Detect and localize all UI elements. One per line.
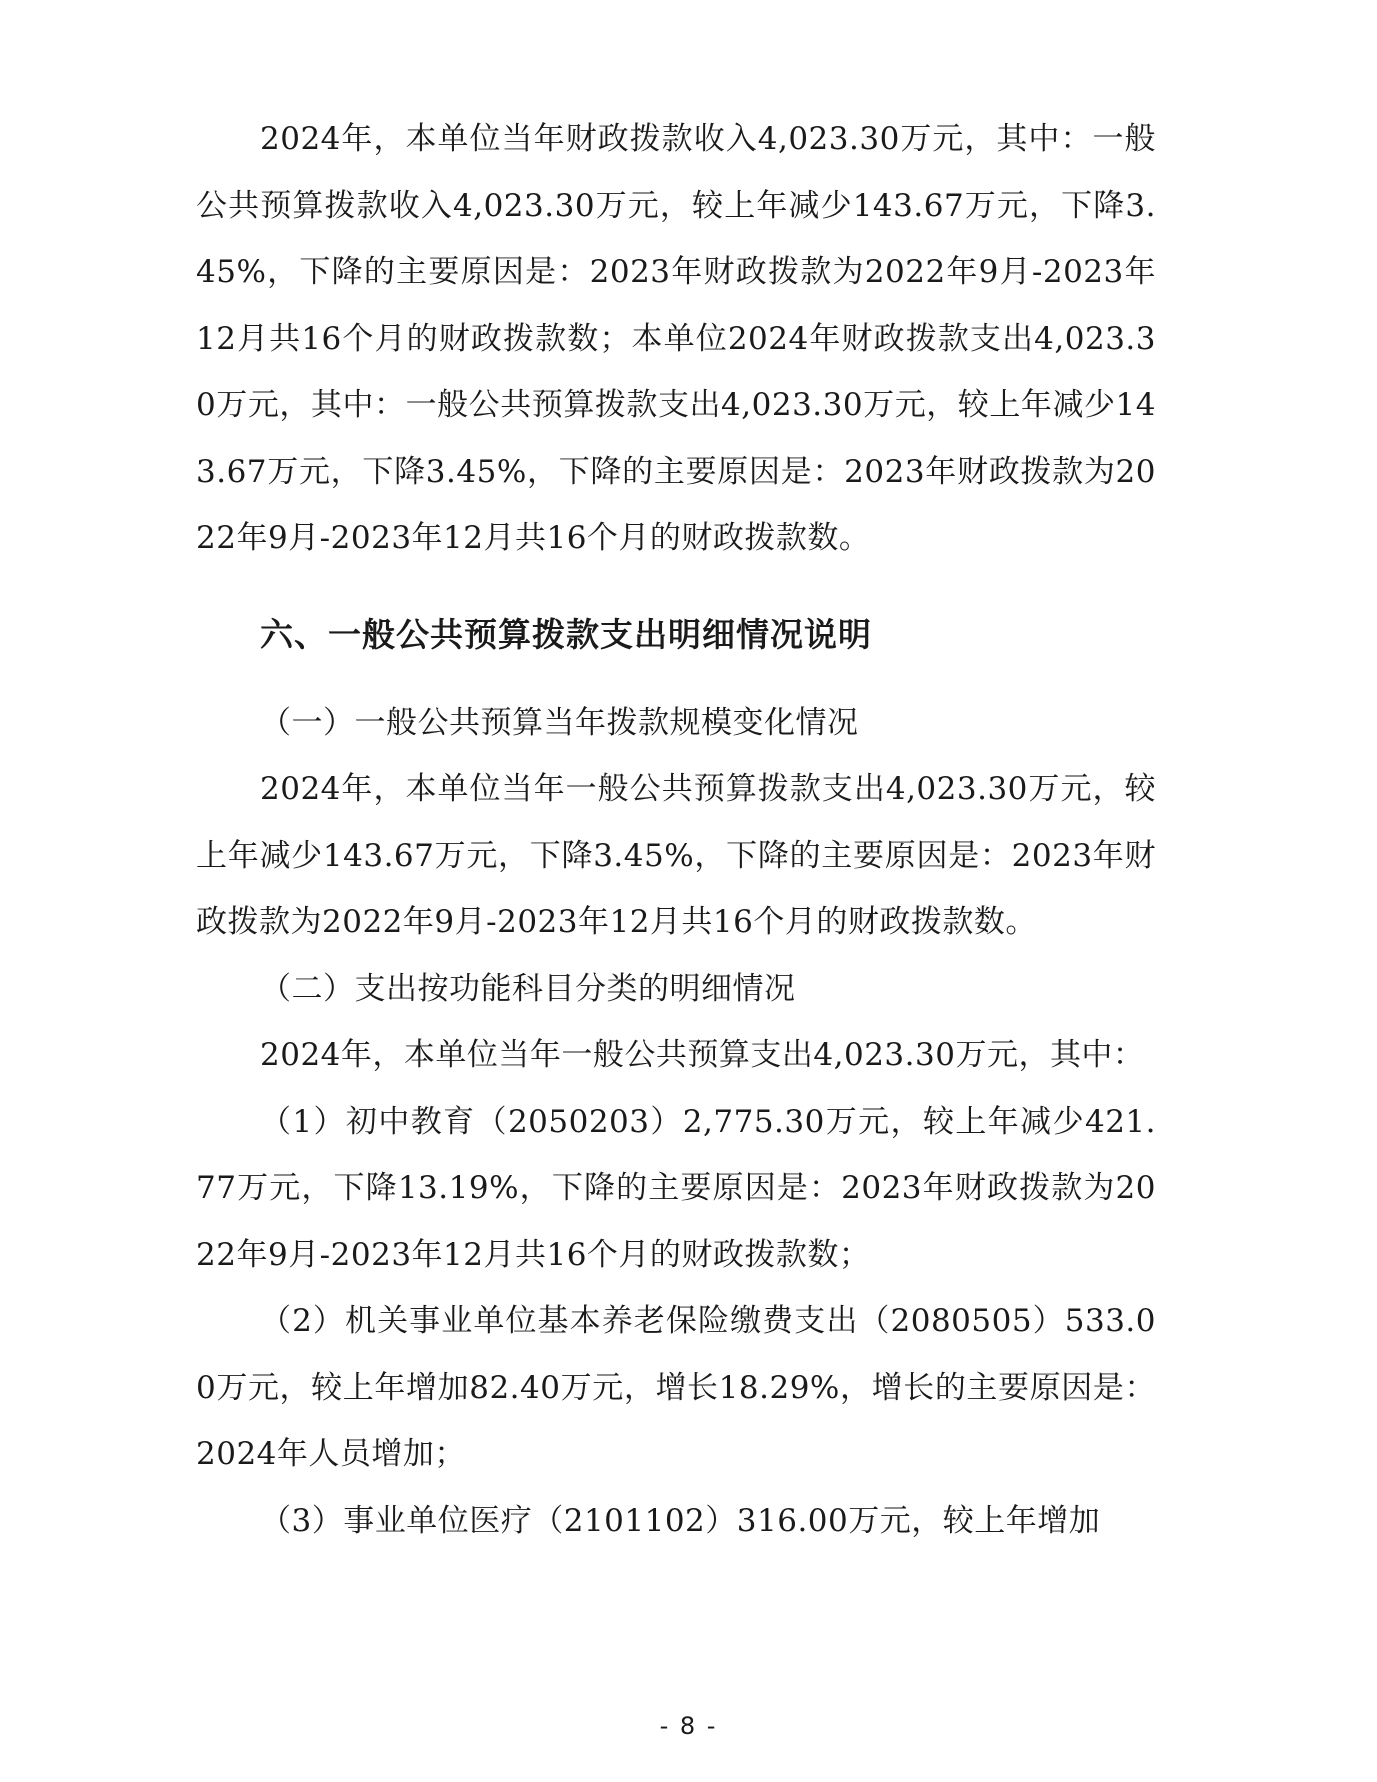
subsection-title-1: （一）一般公共预算当年拨款规模变化情况 [260,704,859,741]
subsection-title-2: （二）支出按功能科目分类的明细情况 [260,970,796,1007]
paragraph-fiscal-income: 2024年，本单位当年财政拨款收入4,023.30万元，其中：一般公共预算拨款收入4,023.30万元，较上年减少143.67万元，下降3.45%，下降的主要原因是：2023年财政拨款为2022年9月-2023年12月共16个月的财政拨款数；本单位2024年财政拨款支出4,023.30万元，其中：一般公共预算拨款支出4,023.30万元，较上年减少143.67万元，下降3.45%，下降的主要原因是：2023年财政拨款为2022年9月-2023年12月共16个月的财政拨款数。 [196,121,1156,556]
list-item-junior-high-education: （1）初中教育（2050203）2,775.30万元，较上年减少421.77万元，下降13.19%，下降的主要原因是：2023年财政拨款为2022年9月-2023年12月共16个月的财政拨款数； [196,1103,1156,1273]
list-item-medical: （3）事业单位医疗（2101102）316.00万元，较上年增加 [260,1502,1101,1539]
paragraph-function-intro: 2024年，本单位当年一般公共预算支出4,023.30万元，其中： [260,1037,1145,1073]
paragraph-appropriation-scale: 2024年，本单位当年一般公共预算拨款支出4,023.30万元，较上年减少143.67万元，下降3.45%，下降的主要原因是：2023年财政拨款为2022年9月-2023年12月共16个月的财政拨款数。 [196,771,1156,940]
list-item-pension-insurance: （2）机关事业单位基本养老保险缴费支出（2080505）533.00万元，较上年增加82.40万元，增长18.29%，增长的主要原因是：2024年人员增加； [196,1303,1156,1472]
section-heading-6: 六、一般公共预算拨款支出明细情况说明 [260,614,872,654]
page-number: - 8 - [659,1712,718,1740]
page-content [196,106,1156,1554]
